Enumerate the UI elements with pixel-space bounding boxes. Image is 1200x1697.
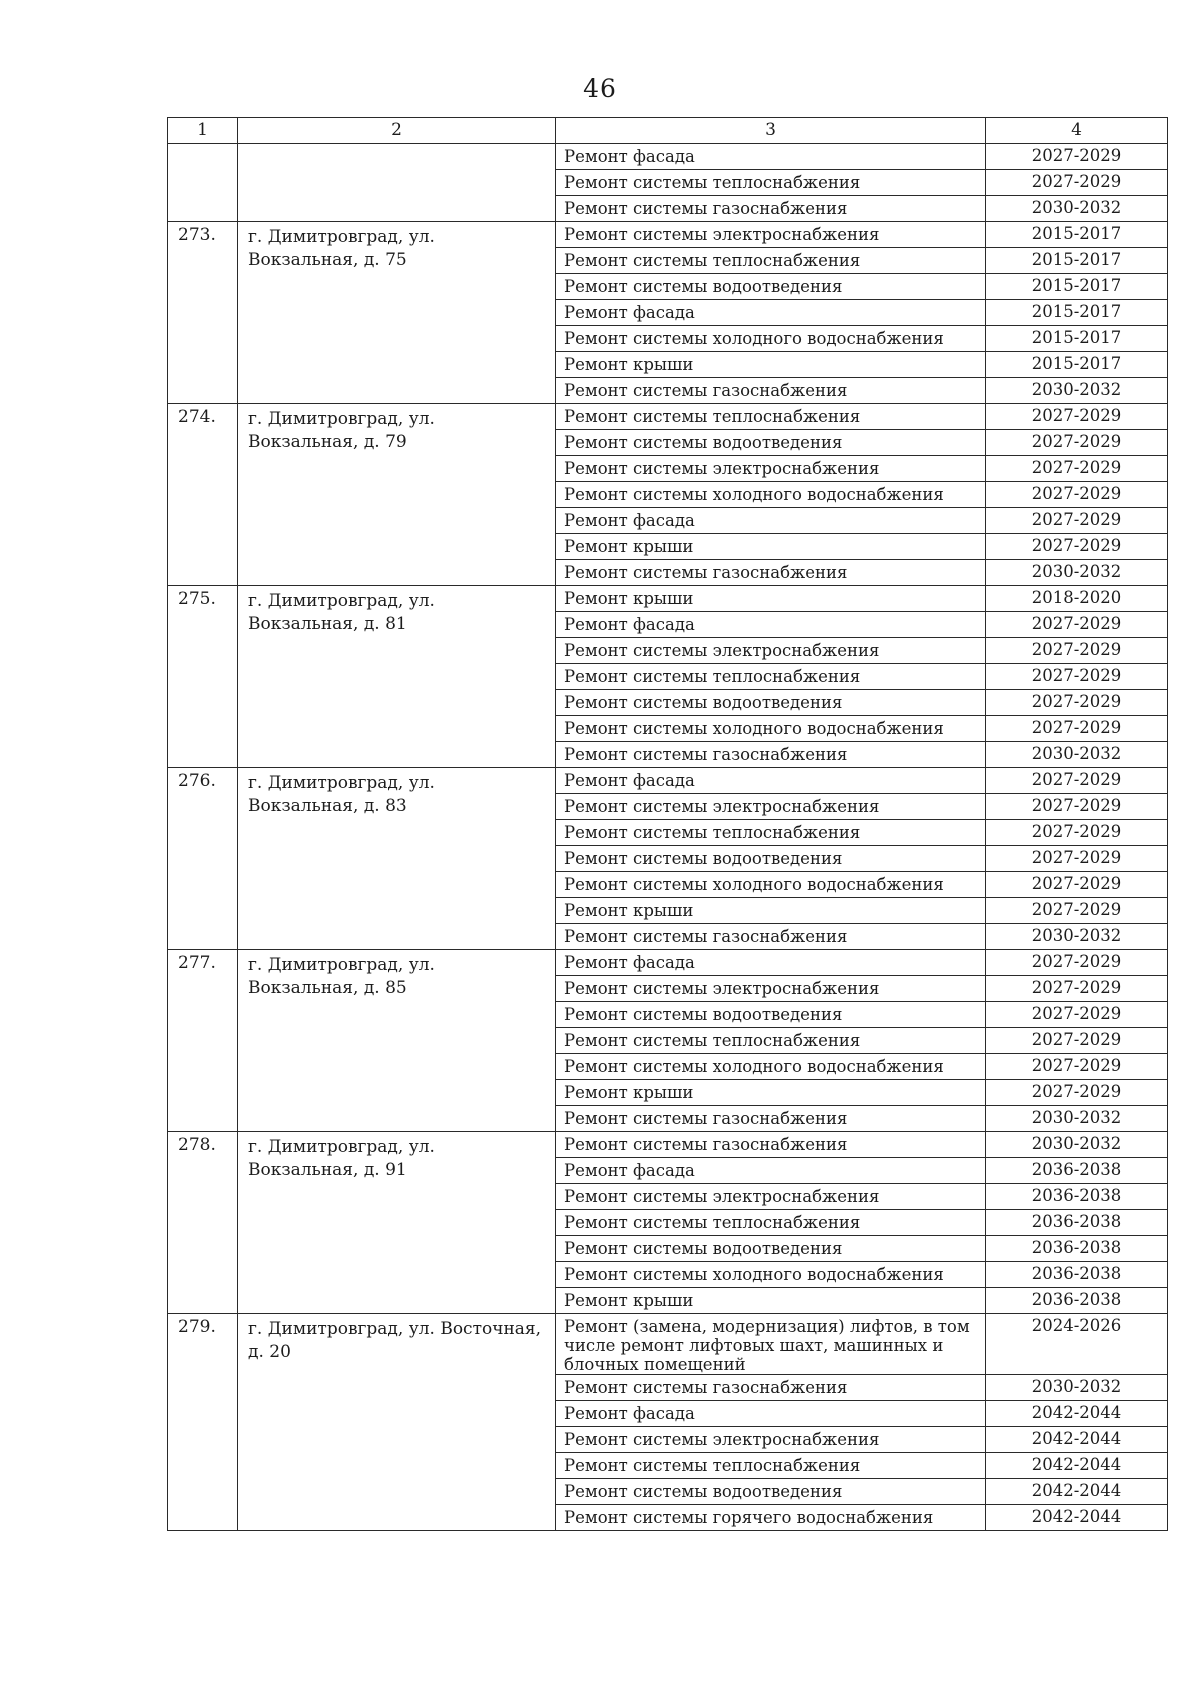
work-period: 2027-2029	[986, 846, 1168, 872]
work-period: 2027-2029	[986, 612, 1168, 638]
header-col-period: 4	[986, 118, 1168, 144]
header-col-work: 3	[556, 118, 986, 144]
work-period: 2042-2044	[986, 1505, 1168, 1531]
table-body	[168, 144, 1168, 1531]
work-period: 2015-2017	[986, 248, 1168, 274]
work-period: 2027-2029	[986, 482, 1168, 508]
work-type: Ремонт системы электроснабжения	[556, 794, 986, 820]
work-type: Ремонт крыши	[556, 534, 986, 560]
repair-schedule-table	[167, 117, 1168, 1531]
table-row	[168, 950, 1168, 976]
work-period: 2027-2029	[986, 898, 1168, 924]
work-period: 2027-2029	[986, 1080, 1168, 1106]
work-type: Ремонт фасада	[556, 950, 986, 976]
work-period: 2042-2044	[986, 1401, 1168, 1427]
work-period: 2042-2044	[986, 1427, 1168, 1453]
work-period: 2027-2029	[986, 664, 1168, 690]
work-period: 2018-2020	[986, 586, 1168, 612]
object-address: г. Димитровград, ул. Вокзальная, д. 79	[238, 404, 556, 586]
header-col-number: 1	[168, 118, 238, 144]
work-period: 2027-2029	[986, 716, 1168, 742]
work-type: Ремонт системы электроснабжения	[556, 456, 986, 482]
work-period: 2027-2029	[986, 430, 1168, 456]
work-period: 2027-2029	[986, 638, 1168, 664]
work-type: Ремонт фасада	[556, 144, 986, 170]
work-period: 2036-2038	[986, 1158, 1168, 1184]
work-type: Ремонт системы газоснабжения	[556, 742, 986, 768]
work-type: Ремонт системы водоотведения	[556, 846, 986, 872]
object-number: 276.	[168, 768, 238, 950]
work-period: 2027-2029	[986, 404, 1168, 430]
object-number: 277.	[168, 950, 238, 1132]
work-type: Ремонт фасада	[556, 1158, 986, 1184]
work-period: 2027-2029	[986, 690, 1168, 716]
work-period: 2027-2029	[986, 820, 1168, 846]
table-row	[168, 222, 1168, 248]
header-row	[168, 118, 1168, 144]
work-period: 2015-2017	[986, 274, 1168, 300]
work-type: Ремонт системы холодного водоснабжения	[556, 716, 986, 742]
work-type: Ремонт системы электроснабжения	[556, 222, 986, 248]
work-period: 2036-2038	[986, 1184, 1168, 1210]
work-period: 2015-2017	[986, 300, 1168, 326]
work-type: Ремонт фасада	[556, 508, 986, 534]
object-number: 278.	[168, 1132, 238, 1314]
work-type: Ремонт системы теплоснабжения	[556, 1210, 986, 1236]
object-address: г. Димитровград, ул. Восточная, д. 20	[238, 1314, 556, 1531]
work-type: Ремонт (замена, модернизация) лифтов, в том числе ремонт лифтовых шахт, машинных и блочных помещений	[556, 1314, 986, 1375]
work-period: 2027-2029	[986, 950, 1168, 976]
work-period: 2042-2044	[986, 1479, 1168, 1505]
work-period: 2027-2029	[986, 1028, 1168, 1054]
work-type: Ремонт системы теплоснабжения	[556, 820, 986, 846]
work-period: 2030-2032	[986, 1375, 1168, 1401]
work-type: Ремонт системы водоотведения	[556, 1479, 986, 1505]
work-period: 2036-2038	[986, 1262, 1168, 1288]
table-row	[168, 404, 1168, 430]
work-type: Ремонт системы газоснабжения	[556, 1132, 986, 1158]
work-type: Ремонт фасада	[556, 300, 986, 326]
work-type: Ремонт системы холодного водоснабжения	[556, 1262, 986, 1288]
work-type: Ремонт фасада	[556, 768, 986, 794]
work-type: Ремонт системы холодного водоснабжения	[556, 1054, 986, 1080]
work-type: Ремонт системы электроснабжения	[556, 1184, 986, 1210]
work-period: 2030-2032	[986, 924, 1168, 950]
work-type: Ремонт системы теплоснабжения	[556, 1028, 986, 1054]
work-type: Ремонт системы теплоснабжения	[556, 248, 986, 274]
work-period: 2042-2044	[986, 1453, 1168, 1479]
work-type: Ремонт системы газоснабжения	[556, 1375, 986, 1401]
work-type: Ремонт системы газоснабжения	[556, 196, 986, 222]
work-type: Ремонт системы водоотведения	[556, 1002, 986, 1028]
table-row	[168, 768, 1168, 794]
work-type: Ремонт системы водоотведения	[556, 274, 986, 300]
object-number: 275.	[168, 586, 238, 768]
work-type: Ремонт крыши	[556, 1288, 986, 1314]
work-period: 2027-2029	[986, 144, 1168, 170]
work-type: Ремонт системы электроснабжения	[556, 976, 986, 1002]
work-type: Ремонт системы электроснабжения	[556, 638, 986, 664]
work-type: Ремонт крыши	[556, 1080, 986, 1106]
work-type: Ремонт системы холодного водоснабжения	[556, 482, 986, 508]
work-period: 2027-2029	[986, 976, 1168, 1002]
table-row	[168, 1314, 1168, 1375]
work-type: Ремонт системы газоснабжения	[556, 1106, 986, 1132]
work-period: 2015-2017	[986, 222, 1168, 248]
work-period: 2027-2029	[986, 508, 1168, 534]
object-address: г. Димитровград, ул. Вокзальная, д. 75	[238, 222, 556, 404]
work-type: Ремонт крыши	[556, 898, 986, 924]
object-address: г. Димитровград, ул. Вокзальная, д. 91	[238, 1132, 556, 1314]
header-col-address: 2	[238, 118, 556, 144]
work-type: Ремонт системы газоснабжения	[556, 560, 986, 586]
work-type: Ремонт системы горячего водоснабжения	[556, 1505, 986, 1531]
work-period: 2036-2038	[986, 1236, 1168, 1262]
work-period: 2027-2029	[986, 534, 1168, 560]
work-type: Ремонт крыши	[556, 352, 986, 378]
object-number: 279.	[168, 1314, 238, 1531]
object-number	[168, 144, 238, 222]
work-type: Ремонт системы газоснабжения	[556, 924, 986, 950]
page-number: 46	[583, 74, 617, 103]
object-address	[238, 144, 556, 222]
work-type: Ремонт фасада	[556, 612, 986, 638]
work-period: 2015-2017	[986, 326, 1168, 352]
work-period: 2027-2029	[986, 170, 1168, 196]
object-address: г. Димитровград, ул. Вокзальная, д. 85	[238, 950, 556, 1132]
work-type: Ремонт системы холодного водоснабжения	[556, 326, 986, 352]
work-period: 2030-2032	[986, 1106, 1168, 1132]
work-type: Ремонт системы теплоснабжения	[556, 170, 986, 196]
work-period: 2030-2032	[986, 196, 1168, 222]
work-period: 2027-2029	[986, 872, 1168, 898]
object-number: 274.	[168, 404, 238, 586]
work-type: Ремонт фасада	[556, 1401, 986, 1427]
table-row	[168, 1132, 1168, 1158]
work-period: 2024-2026	[986, 1314, 1168, 1375]
work-type: Ремонт системы водоотведения	[556, 1236, 986, 1262]
work-period: 2030-2032	[986, 1132, 1168, 1158]
table-row	[168, 586, 1168, 612]
table-row	[168, 144, 1168, 170]
work-type: Ремонт системы электроснабжения	[556, 1427, 986, 1453]
work-period: 2036-2038	[986, 1210, 1168, 1236]
work-type: Ремонт системы водоотведения	[556, 690, 986, 716]
object-number: 273.	[168, 222, 238, 404]
work-period: 2030-2032	[986, 560, 1168, 586]
work-type: Ремонт системы холодного водоснабжения	[556, 872, 986, 898]
object-address: г. Димитровград, ул. Вокзальная, д. 81	[238, 586, 556, 768]
work-type: Ремонт системы теплоснабжения	[556, 1453, 986, 1479]
work-period: 2030-2032	[986, 378, 1168, 404]
work-type: Ремонт системы теплоснабжения	[556, 404, 986, 430]
work-period: 2027-2029	[986, 768, 1168, 794]
work-period: 2027-2029	[986, 456, 1168, 482]
work-period: 2015-2017	[986, 352, 1168, 378]
work-type: Ремонт системы водоотведения	[556, 430, 986, 456]
work-period: 2027-2029	[986, 794, 1168, 820]
work-period: 2027-2029	[986, 1002, 1168, 1028]
work-type: Ремонт системы газоснабжения	[556, 378, 986, 404]
work-period: 2030-2032	[986, 742, 1168, 768]
work-period: 2027-2029	[986, 1054, 1168, 1080]
work-type: Ремонт крыши	[556, 586, 986, 612]
work-type: Ремонт системы теплоснабжения	[556, 664, 986, 690]
object-address: г. Димитровград, ул. Вокзальная, д. 83	[238, 768, 556, 950]
work-period: 2036-2038	[986, 1288, 1168, 1314]
